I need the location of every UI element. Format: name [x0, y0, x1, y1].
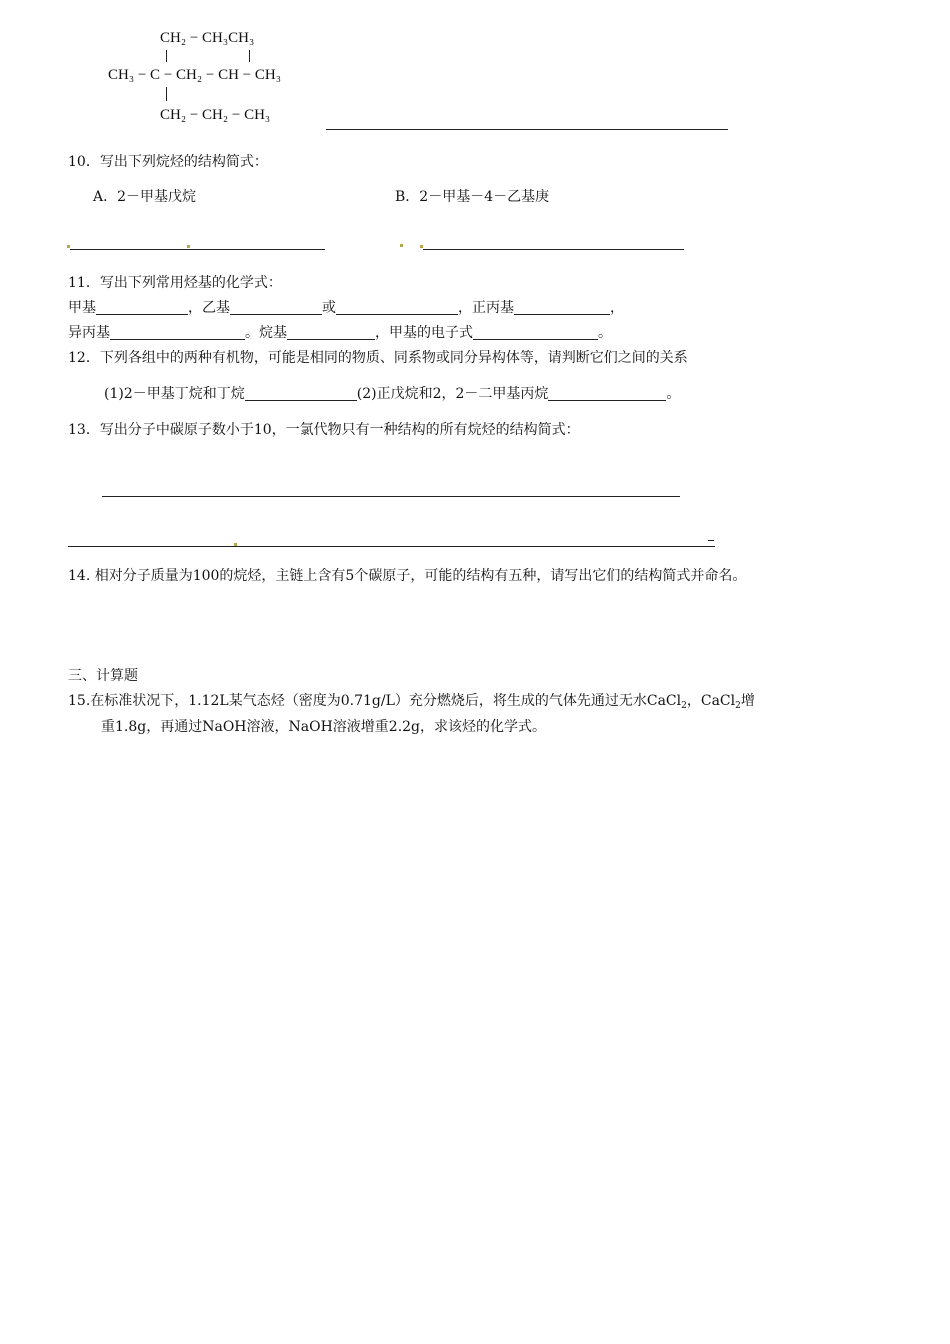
q11-line-2: 异丙基 。烷基 ，甲基的电子式 。	[68, 325, 612, 341]
answer-line-13b[interactable]	[68, 546, 715, 547]
formula-row-2: CH₃ − C − CH₂ − CH − CH₃	[108, 67, 281, 83]
mark-dot	[400, 244, 403, 247]
mark-dash	[708, 540, 714, 541]
bond-vertical	[166, 87, 167, 101]
blank-methyl[interactable]	[96, 300, 188, 315]
blank-isopropyl[interactable]	[110, 325, 245, 340]
q10-title: 10．写出下列烷烃的结构简式：	[68, 154, 268, 170]
q11-title: 11．写出下列常用烃基的化学式：	[68, 275, 282, 291]
q15-line-2: 重1.8g，再通过NaOH溶液，NaOH溶液增重2.2g，求该烃的化学式。	[101, 719, 547, 735]
q13-title: 13．写出分子中碳原子数小于10，一氯代物只有一种结构的所有烷烃的结构简式：	[68, 422, 580, 438]
q10-option-a: A．2－甲基戊烷	[93, 189, 197, 205]
q11-line-1: 甲基 ，乙基 或 ，正丙基 ，	[68, 300, 624, 316]
q14-title: 14. 相对分子质量为100的烷烃，主链上含有5个碳原子，可能的结构有五种，请写出它们的结构简式并命名。	[68, 568, 747, 584]
blank-alkyl[interactable]	[287, 325, 375, 340]
mark-dot	[67, 245, 70, 248]
mark-dot	[187, 245, 190, 248]
q15-line-1: 15.在标准状况下，1.12L某气态烃（密度为0.71g/L）充分燃烧后，将生成的气体先通过无水CaCl$_2$，CaCl$_2$增	[68, 693, 755, 711]
mark-dot	[420, 245, 423, 248]
blank-methyl-electron[interactable]	[473, 325, 598, 340]
answer-line-10a[interactable]	[70, 249, 325, 250]
answer-line-10b[interactable]	[423, 249, 684, 250]
answer-line-9[interactable]	[326, 129, 728, 130]
bond-vertical	[166, 50, 167, 62]
section-3-heading: 三、计算题	[68, 668, 138, 684]
blank-npropyl[interactable]	[514, 300, 610, 315]
bond-vertical	[249, 50, 250, 62]
blank-q12-2[interactable]	[548, 386, 666, 401]
blank-ethyl-alt[interactable]	[336, 300, 458, 315]
q12-title: 12．下列各组中的两种有机物，可能是相同的物质、同系物或同分异构体等，请判断它们之间的关系	[68, 350, 688, 366]
formula-row-1: CH₂ − CH₃CH₃	[160, 30, 255, 46]
mark-dot	[234, 543, 237, 546]
blank-q12-1[interactable]	[245, 386, 357, 401]
q10-option-b: B．2－甲基－4－乙基庚	[395, 189, 550, 205]
blank-ethyl[interactable]	[230, 300, 322, 315]
formula-row-3: CH₂ − CH₂ − CH₃	[160, 107, 271, 123]
answer-line-13a[interactable]	[102, 496, 680, 497]
q12-parts: (1)2－甲基丁烷和丁烷 (2)正戊烷和2，2－二甲基丙烷 。	[104, 386, 681, 402]
